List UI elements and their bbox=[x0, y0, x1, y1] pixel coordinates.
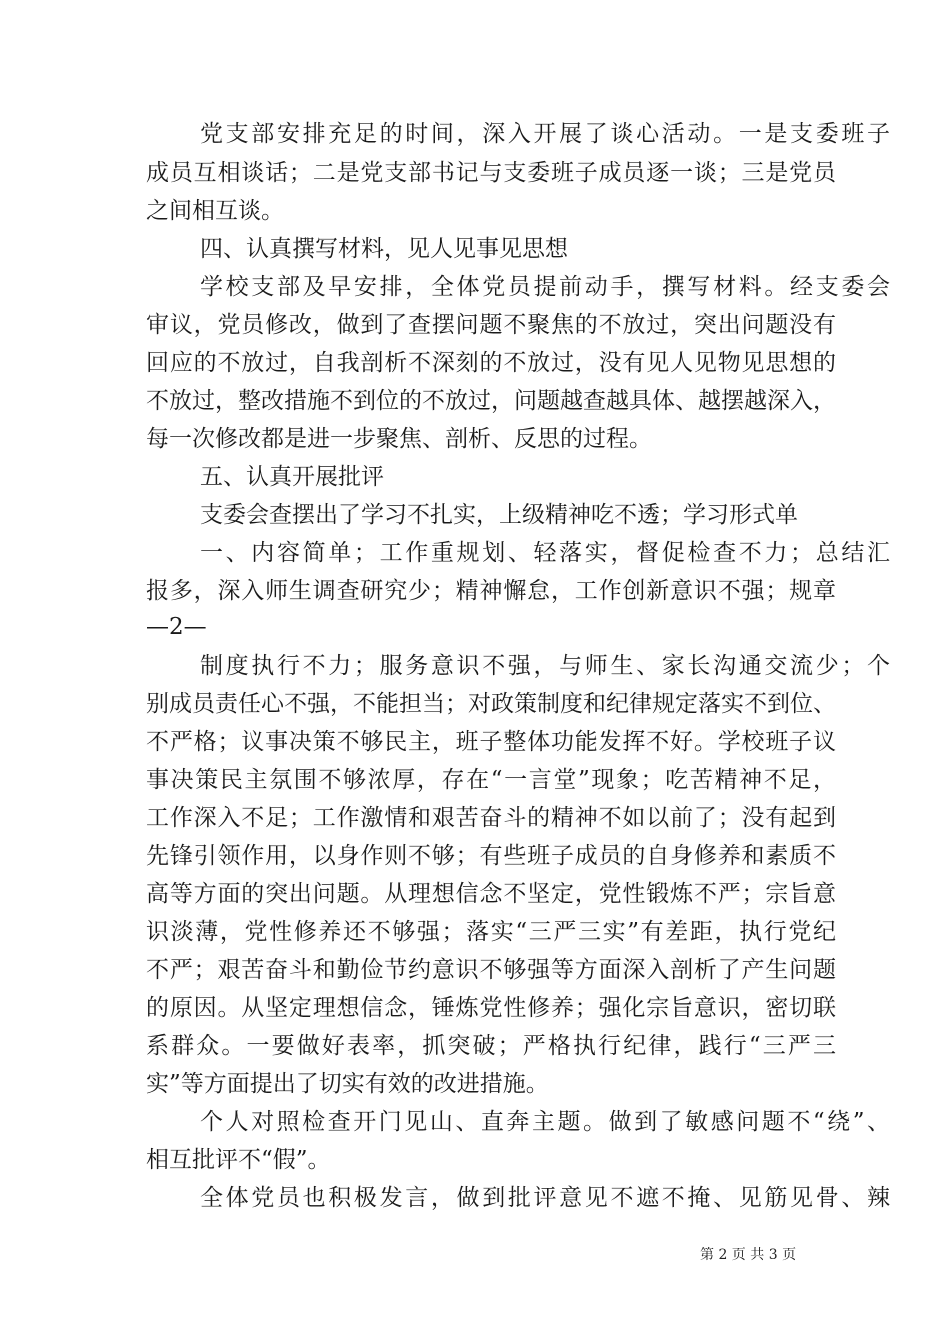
section-heading: 五、认真开展批评 bbox=[200, 464, 384, 490]
text-line: 识淡薄，党性修养还不够强；落实“三严三实”有差距，执行党纪 bbox=[146, 919, 836, 945]
text-line: 高等方面的突出问题。从理想信念不坚定，党性锻炼不严；宗旨意 bbox=[146, 881, 836, 907]
text-line: 的原因。从坚定理想信念，锤炼党性修养；强化宗旨意识，密切联 bbox=[146, 995, 836, 1021]
text-line: 不严；艰苦奋斗和勤俭节约意识不够强等方面深入剖析了产生问题 bbox=[146, 957, 836, 983]
inline-page-number: —2— bbox=[146, 614, 207, 640]
text-line: 不放过，整改措施不到位的不放过，问题越查越具体、越摆越深入， bbox=[146, 388, 836, 414]
text-line: 支委会查摆出了学习不扎实，上级精神吃不透；学习形式单 bbox=[200, 502, 798, 528]
text-line: 先锋引领作用，以身作则不够；有些班子成员的自身修养和素质不 bbox=[146, 843, 836, 869]
text-line: 学校支部及早安排，全体党员提前动手，撰写材料。经支委会 bbox=[200, 274, 890, 300]
text-line: 之间相互谈。 bbox=[146, 198, 284, 224]
text-line: 制度执行不力；服务意识不强，与师生、家长沟通交流少；个 bbox=[200, 653, 890, 679]
text-line: 系群众。一要做好表率，抓突破；严格执行纪律，践行“三严三 bbox=[146, 1033, 836, 1059]
text-line: 别成员责任心不强，不能担当；对政策制度和纪律规定落实不到位、 bbox=[146, 691, 836, 717]
text-line: 回应的不放过，自我剖析不深刻的不放过，没有见人见物见思想的 bbox=[146, 350, 836, 376]
page-indicator: 第 2 页 共 3 页 bbox=[700, 1247, 797, 1263]
section-heading: 四、认真撰写材料，见人见事见思想 bbox=[200, 236, 568, 262]
text-line: 一、内容简单；工作重规划、轻落实，督促检查不力；总结汇 bbox=[200, 540, 890, 566]
text-line: 不严格；议事决策不够民主，班子整体功能发挥不好。学校班子议 bbox=[146, 729, 836, 755]
text-line: 实”等方面提出了切实有效的改进措施。 bbox=[146, 1071, 549, 1097]
text-line: 工作深入不足；工作激情和艰苦奋斗的精神不如以前了；没有起到 bbox=[146, 805, 836, 831]
text-line: 党支部安排充足的时间，深入开展了谈心活动。一是支委班子 bbox=[200, 121, 890, 147]
text-line: 审议，党员修改，做到了查摆问题不聚焦的不放过，突出问题没有 bbox=[146, 312, 836, 338]
text-line: 每一次修改都是进一步聚焦、剖析、反思的过程。 bbox=[146, 426, 652, 452]
text-line: 事决策民主氛围不够浓厚，存在“一言堂”现象；吃苦精神不足， bbox=[146, 767, 836, 793]
text-line: 全体党员也积极发言，做到批评意见不遮不掩、见筋见骨、辣 bbox=[200, 1185, 890, 1211]
text-line: 个人对照检查开门见山、直奔主题。做到了敏感问题不“绕”、 bbox=[200, 1109, 890, 1135]
text-line: 相互批评不“假”。 bbox=[146, 1147, 331, 1173]
text-line: 报多，深入师生调查研究少；精神懈怠，工作创新意识不强；规章 bbox=[146, 578, 836, 604]
text-line: 成员互相谈话；二是党支部书记与支委班子成员逐一谈；三是党员 bbox=[146, 160, 836, 186]
